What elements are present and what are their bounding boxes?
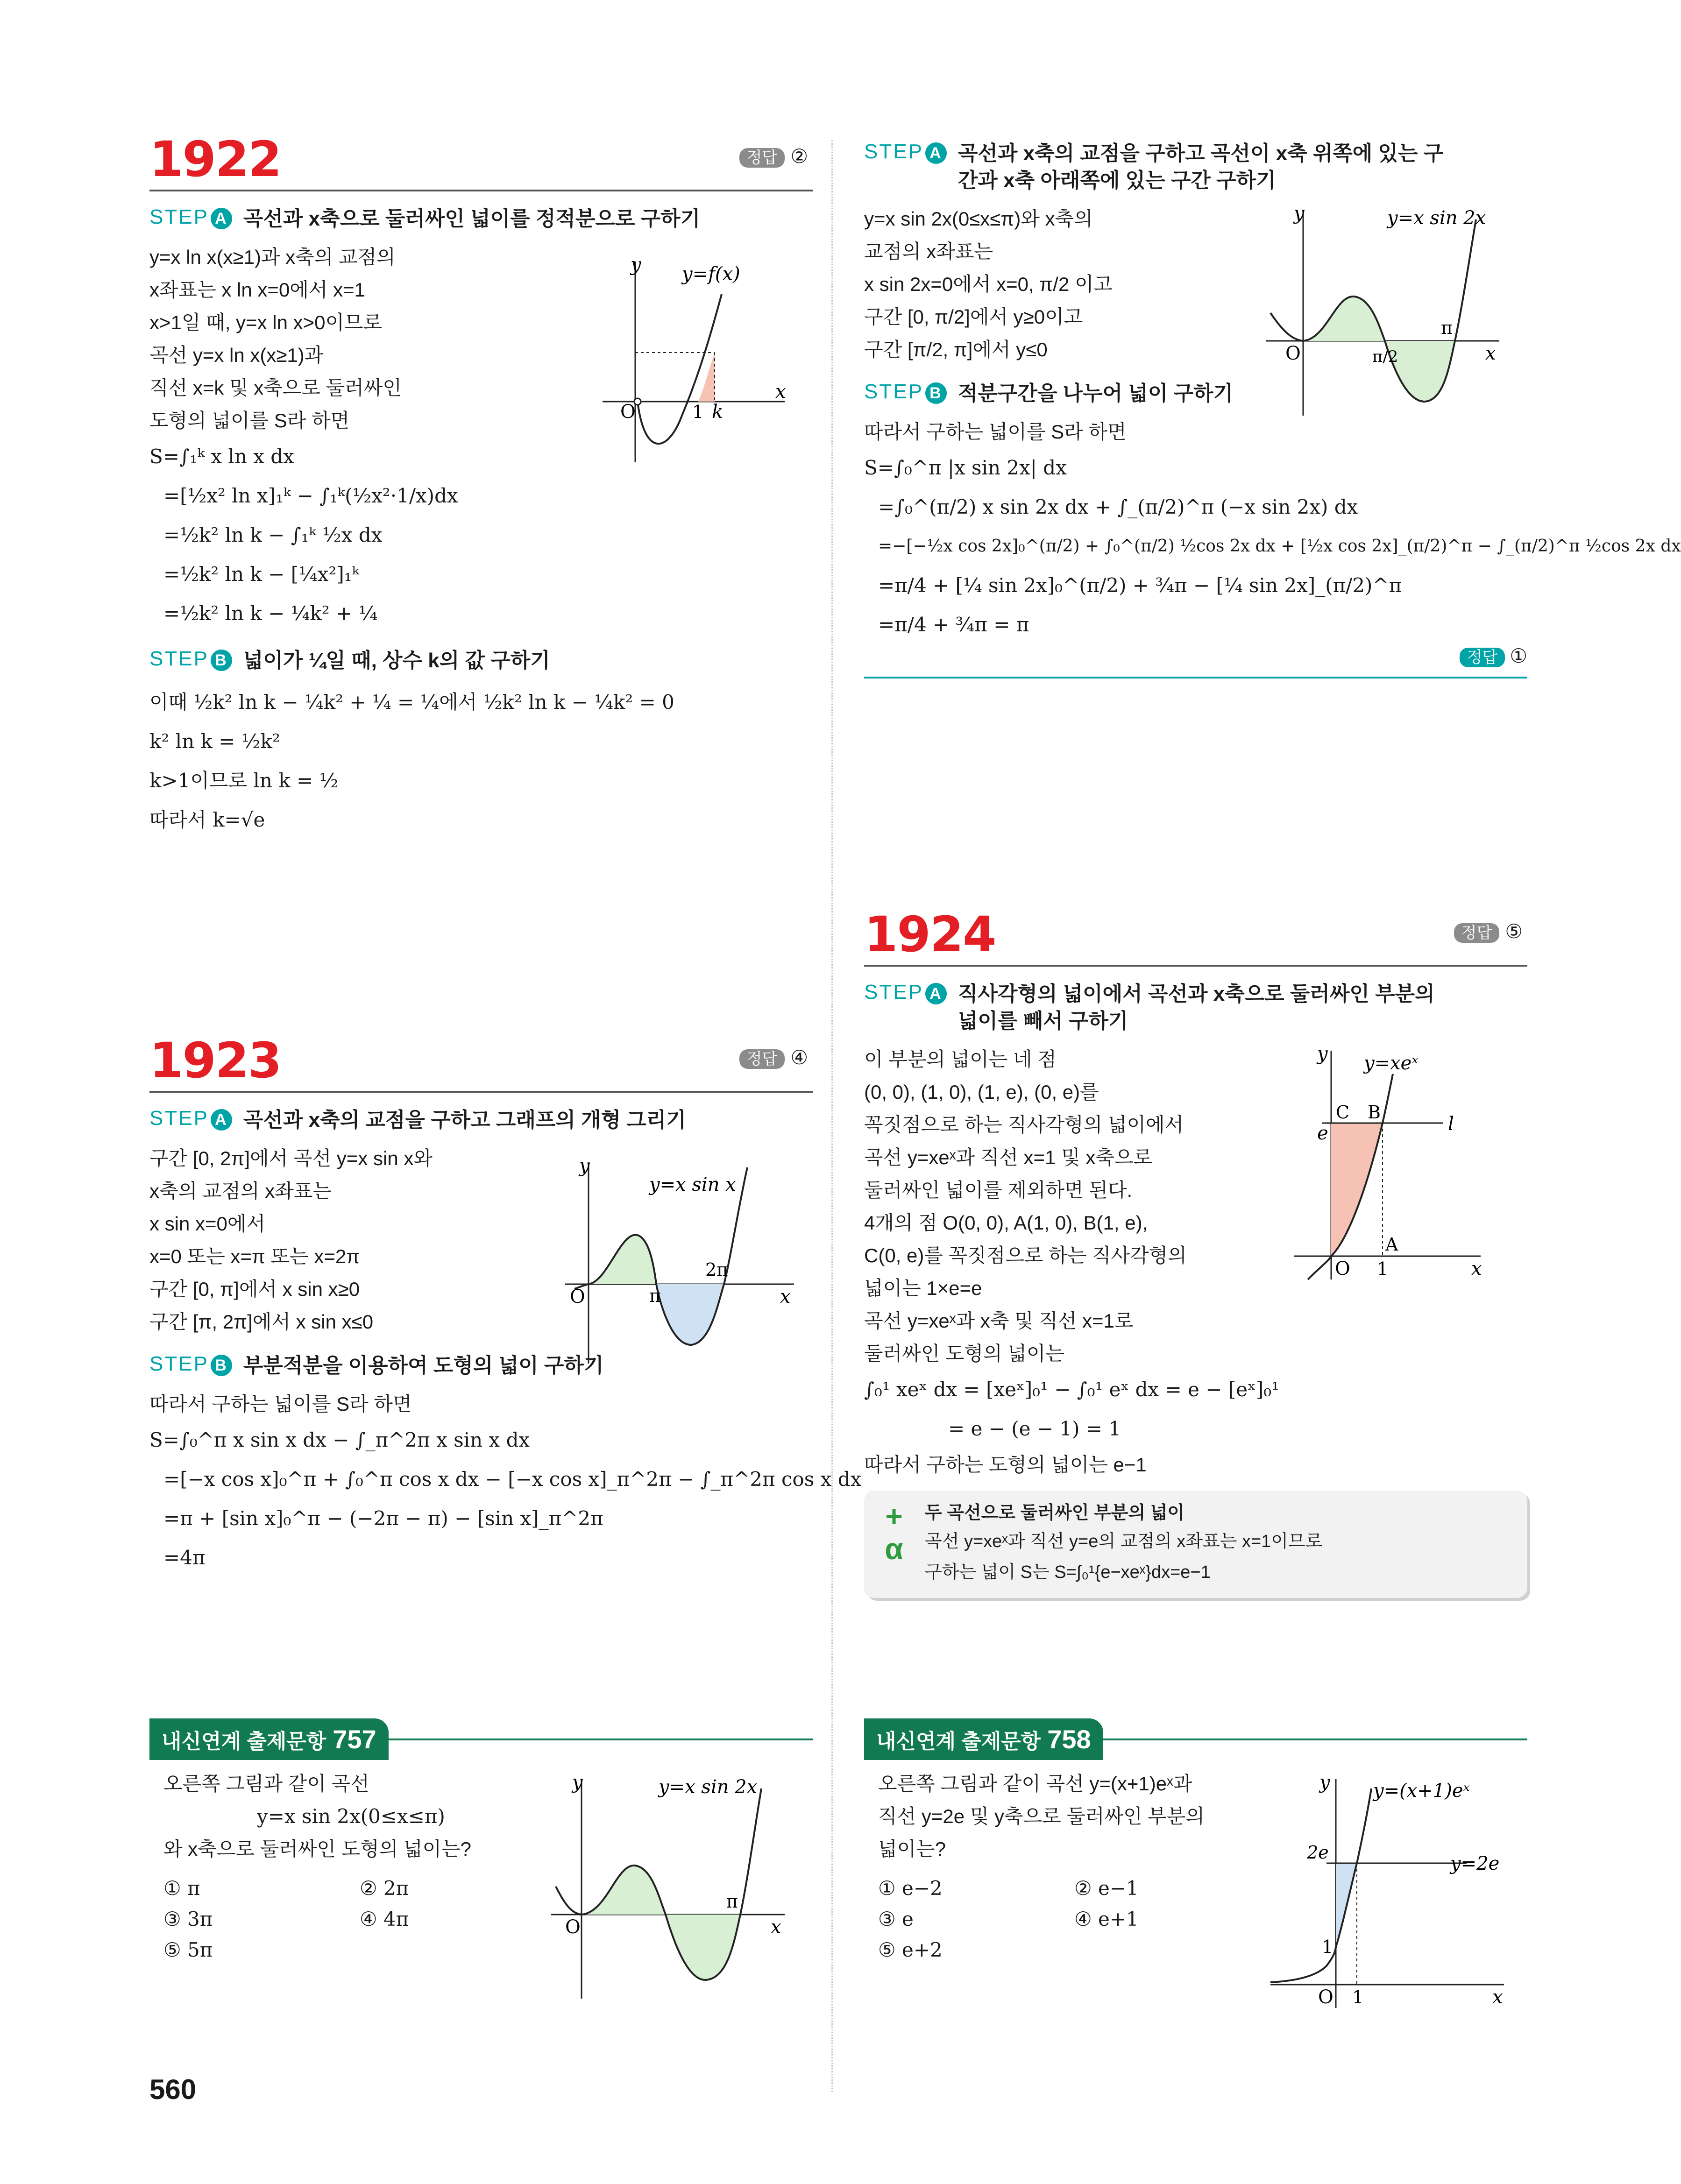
answer [1454,920,1523,943]
math-line: =½k² ln k − ∫₁ᵏ ½x dx [163,523,383,546]
tick-e: e [1317,1123,1328,1144]
tick-2e: 2e [1307,1842,1329,1863]
math-line: S=∫₀^π |x sin 2x| dx [864,456,1067,479]
step-title: 부분적분을 이용하여 도형의 넓이 구하기 [243,1354,604,1377]
tip-title: 두 곡선으로 둘러싸인 부분의 넓이 [925,1503,1185,1523]
text-line: 구간 [π/2, π]에서 y≤0 [864,339,1048,360]
related-problem-757 [149,1718,813,1965]
choice-5[interactable]: ⑤ 5π [163,1938,213,1961]
math-line: =π/4 + ¾π = π [878,613,1029,636]
answer [739,145,808,168]
related-header [864,1718,1527,1760]
question-text [149,1760,575,1965]
solution-math [149,1421,862,1577]
text-line: 직선 x=k 및 x축으로 둘러싸인 [149,377,402,399]
line-label: y=2e [1450,1853,1500,1874]
related-tab-label: 내신연계 출제문항 [876,1730,1041,1753]
origin-label: O [570,1286,585,1308]
text-line: 교점의 x좌표는 [864,240,993,262]
origin-label: O [1318,1986,1333,2008]
math-line: S=∫₀^π x sin x dx − ∫_π^2π x sin x dx [149,1428,530,1451]
header-rule [149,1091,813,1093]
origin-label: O [620,401,636,423]
text-line: x축의 교점의 x좌표는 [149,1180,332,1202]
math-line: ∫₀¹ xeˣ dx = [xeˣ]₀¹ − ∫₀¹ eˣ dx = e − [eˣ]₀¹ [864,1378,1279,1401]
related-number: 758 [1047,1725,1091,1754]
graph-xex [1284,1041,1490,1284]
problem-1923 [149,1032,862,1577]
graph-xsin2x-q757 [542,1770,794,2003]
step-a [149,205,813,233]
axis-x-label: x [1492,1986,1503,2008]
answer-value: ④ [790,1046,808,1068]
axis-y-label: y [1319,1772,1330,1793]
point-c: C [1336,1102,1350,1123]
tick-pi: π [726,1891,738,1912]
related-header [149,1718,813,1760]
choice-2[interactable]: ② e−1 [1074,1877,1139,1900]
axis-x-label: x [771,1916,781,1938]
tick-k: k [712,401,723,423]
tick-one: 1 [1377,1258,1389,1279]
answer-tag: 정답 [1460,648,1505,667]
math-line: =[−x cos x]₀^π + ∫₀^π cos x dx − [−x cos x]_π^2π − ∫_π^2π cos x dx [163,1468,862,1491]
curve-label: y=x sin x [649,1174,736,1195]
choice-3[interactable]: ③ e [878,1908,914,1930]
tick-half-pi: π/2 [1372,347,1398,366]
answer-value: ⑤ [1505,920,1523,942]
graph-x1ex [1261,1770,1513,2013]
related-number: 757 [333,1725,376,1754]
text-line: 오른쪽 그림과 같이 곡선 [163,1773,369,1795]
text-line: y=x sin 2x(0≤x≤π)와 x축의 [864,208,1093,230]
text-line: 구간 [0, π]에서 x sin x≥0 [149,1278,360,1300]
math-line: =4π [163,1546,206,1569]
choice-4[interactable]: ④ 4π [360,1908,409,1930]
step-letter: A [925,983,947,1004]
problem-1922 [149,131,813,840]
graph-xsinx [556,1153,799,1368]
origin-label: O [1285,343,1301,364]
curve-label: y=(x+1)eˣ [1373,1780,1470,1802]
explanation-text [864,1043,1284,1370]
line-l-label: l [1448,1113,1454,1135]
step-title: 곡선과 x축으로 둘러싸인 넓이를 정적분으로 구하기 [243,207,701,230]
text-line: 둘러싸인 도형의 넓이는 [864,1343,1065,1364]
axis-x-label: x [1471,1258,1482,1279]
math-line: S=∫₁ᵏ x ln x dx [149,445,294,468]
math-line: =∫₀^(π/2) x sin 2x dx + ∫_(π/2)^π (−x sin 2x) dx [878,495,1358,518]
answer [739,1046,808,1069]
step-a [864,981,1527,1035]
axis-x-label: x [775,381,786,403]
final-answer-text: 따라서 구하는 도형의 넓이는 e−1 [864,1454,1147,1476]
tick-pi: π [649,1286,661,1306]
choice-3[interactable]: ③ 3π [163,1908,213,1930]
math-line: =½k² ln k − [¼x²]₁ᵏ [163,563,359,586]
step-title: 곡선과 x축의 교점을 구하고 그래프의 개형 그리기 [243,1109,686,1131]
text-line: 곡선 y=xeˣ과 직선 x=1 및 x축으로 [864,1146,1153,1168]
header-rule [864,965,1527,967]
problem-1924 [864,906,1527,1598]
explanation-text [149,241,598,437]
tick-2pi: 2π [705,1259,729,1280]
text-line: (0, 0), (1, 0), (1, e), (0, e)를 [864,1081,1099,1103]
text-line: 도형의 넓이를 S라 하면 [149,410,350,431]
math-line: =½k² ln k − ¼k² + ¼ [163,602,378,625]
step-label: STEP [864,140,923,163]
text-line: 따라서 구하는 넓이를 S라 하면 [864,421,1127,443]
math-line: 이때 ½k² ln k − ¼k² + ¼ = ¼에서 ½k² ln k − ¼k² = 0 [149,691,674,714]
related-tab-label: 내신연계 출제문항 [162,1730,326,1753]
step-label: STEP [149,205,209,228]
step-letter: B [211,1355,232,1376]
text-line: 직선 y=2e 및 y축으로 둘러싸인 부분의 [878,1805,1205,1827]
answer-tag: 정답 [1454,923,1500,943]
graph-xsin2x [1256,201,1509,420]
point-a: A [1385,1234,1398,1255]
choice-2[interactable]: ② 2π [360,1877,409,1900]
curve-label: y=xeˣ [1364,1053,1419,1074]
problem-number: 1923 [149,1032,281,1089]
step-label: STEP [864,380,923,403]
answer-value: ② [790,145,808,167]
curve-label: y=f(x) [682,263,740,285]
point-b: B [1368,1102,1381,1123]
origin-label: O [1335,1258,1350,1279]
origin-label: O [565,1916,581,1938]
problem-number: 1922 [149,131,281,188]
math-line: =π/4 + [¼ sin 2x]₀^(π/2) + ¾π − [¼ sin 2x]_(π/2)^π [878,574,1402,597]
step-label: STEP [149,1107,209,1130]
explanation-text [864,203,1256,366]
page-number: 560 [149,2074,197,2105]
axis-y-label: y [1317,1043,1328,1065]
curve-label: y=x sin 2x [659,1776,758,1798]
section-rule [864,677,1527,679]
text-line: 넓이는 1×e=e [864,1277,982,1299]
tick-one: 1 [692,402,704,422]
related-problem-758 [864,1718,1527,2008]
tick-one-x: 1 [1352,1987,1364,2007]
step-b [149,647,813,674]
step-letter: B [211,650,232,671]
math-line: =−[−½x cos 2x]₀^(π/2) + ∫₀^(π/2) ½cos 2x dx + [½x cos 2x]_(π/2)^π − ∫_(π/2)^π ½cos 2x dx [878,537,1681,556]
text-line: C(0, e)를 꼭짓점으로 하는 직사각형의 [864,1244,1187,1266]
step-letter: A [211,1109,232,1131]
axis-y-label: y [579,1155,590,1177]
step-letter: A [211,208,232,229]
text-line: 곡선 y=xeˣ과 x축 및 직선 x=1로 [864,1310,1134,1332]
step-label: STEP [149,647,209,670]
answer-tag: 정답 [739,148,785,168]
answer-value: ① [1510,645,1527,667]
choice-1[interactable]: ① e−2 [878,1877,943,1900]
text-line: x sin 2x=0에서 x=0, π/2 이고 [864,273,1113,295]
axis-x-label: x [780,1286,791,1308]
text-line: 넓이는? [878,1838,946,1860]
text-line: 오른쪽 그림과 같이 곡선 y=(x+1)eˣ과 [878,1773,1192,1795]
axis-y-label: y [631,254,641,276]
text-line: 구간 [0, π/2]에서 y≥0이고 [864,306,1083,328]
question-text [864,1760,1289,1965]
text-line: 따라서 구하는 넓이를 S라 하면 [149,1393,412,1415]
problem-number: 1924 [864,906,996,963]
tip-line: 곡선 y=xeˣ과 직선 y=e의 교점의 x좌표는 x=1이므로 [925,1532,1323,1551]
column-divider [831,140,833,2092]
curve-label: y=x sin 2x [1387,207,1486,229]
choice-1[interactable]: ① π [163,1877,200,1900]
text-line: y=x ln x(x≥1)과 x축의 교점의 [149,246,396,268]
solution-math [864,448,1681,644]
tick-pi: π [1441,318,1453,338]
text-line: 구간 [π, 2π]에서 x sin x≤0 [149,1311,374,1333]
step-title: 넓이가 ¼일 때, 상수 k의 값 구하기 [243,649,550,672]
step-label: STEP [149,1352,209,1375]
explanation-text [149,1142,560,1338]
tip-line: 구하는 넓이 S는 S=∫₀¹{e−xeˣ}dx=e−1 [925,1562,1211,1582]
axis-y-label: y [572,1772,583,1793]
math-line: k² ln k = ½k² [149,730,280,753]
step-title: 곡선과 x축의 교점을 구하고 곡선이 x축 위쪽에 있는 구간과 x축 아래쪽에 있는 구간 구하기 [958,142,1444,192]
header-rule [149,190,813,191]
math-line: k>1이므로 ln k = ½ [149,769,339,792]
step-title: 직사각형의 넓이에서 곡선과 x축으로 둘러싸인 부분의 넓이를 빼서 구하기 [958,982,1435,1032]
step-title: 적분구간을 나누어 넓이 구하기 [958,382,1234,405]
text-line: 와 x축으로 둘러싸인 도형의 넓이는? [163,1838,472,1860]
text-line: 곡선 y=x ln x(x≥1)과 [149,344,324,366]
text-line: 4개의 점 O(0, 0), A(1, 0), B(1, e), [864,1212,1148,1234]
text-line: 구간 [0, 2π]에서 곡선 y=x sin x와 [149,1147,433,1169]
text-line: 이 부분의 넓이는 네 점 [864,1048,1057,1070]
choices [878,1873,1289,1965]
answer-tag: 정답 [739,1049,785,1069]
text-line: x=0 또는 x=π 또는 x=2π [149,1245,360,1267]
tick-one-y: 1 [1322,1937,1333,1957]
choices [163,1873,575,1965]
text-line: 꼭짓점으로 하는 직사각형의 넓이에서 [864,1114,1184,1136]
step-letter: B [925,382,947,404]
math-line: = e − (e − 1) = 1 [948,1417,1121,1440]
problem-1923-continued [864,135,1681,679]
text-line: x좌표는 x ln x=0에서 x=1 [149,279,365,301]
graph-xlnx [593,252,789,467]
choice-5[interactable]: ⑤ e+2 [878,1938,943,1961]
text-line: 둘러싸인 넓이를 제외하면 된다. [864,1179,1133,1201]
step-a [149,1107,813,1134]
step-label: STEP [864,981,923,1004]
math-line: =π + [sin x]₀^π − (−2π − π) − [sin x]_π^2π [163,1507,603,1530]
math-line: 따라서 k=√e [149,808,265,831]
text-line: x>1일 때, y=x ln x>0이므로 [149,311,383,333]
step-a [864,140,1527,194]
solution-math [864,1370,1527,1449]
step-letter: A [925,142,947,164]
choice-4[interactable]: ④ e+1 [1074,1908,1139,1930]
plus-alpha-icon: + α [885,1499,903,1566]
answer [864,644,1527,667]
text-line: y=x sin 2x(0≤x≤π) [257,1805,445,1828]
math-line: =[½x² ln x]₁ᵏ − ∫₁ᵏ(½x²·1/x)dx [163,484,458,507]
tip-box [864,1491,1527,1598]
text-line: x sin x=0에서 [149,1213,266,1235]
axis-y-label: y [1294,203,1305,224]
axis-x-label: x [1485,343,1496,364]
